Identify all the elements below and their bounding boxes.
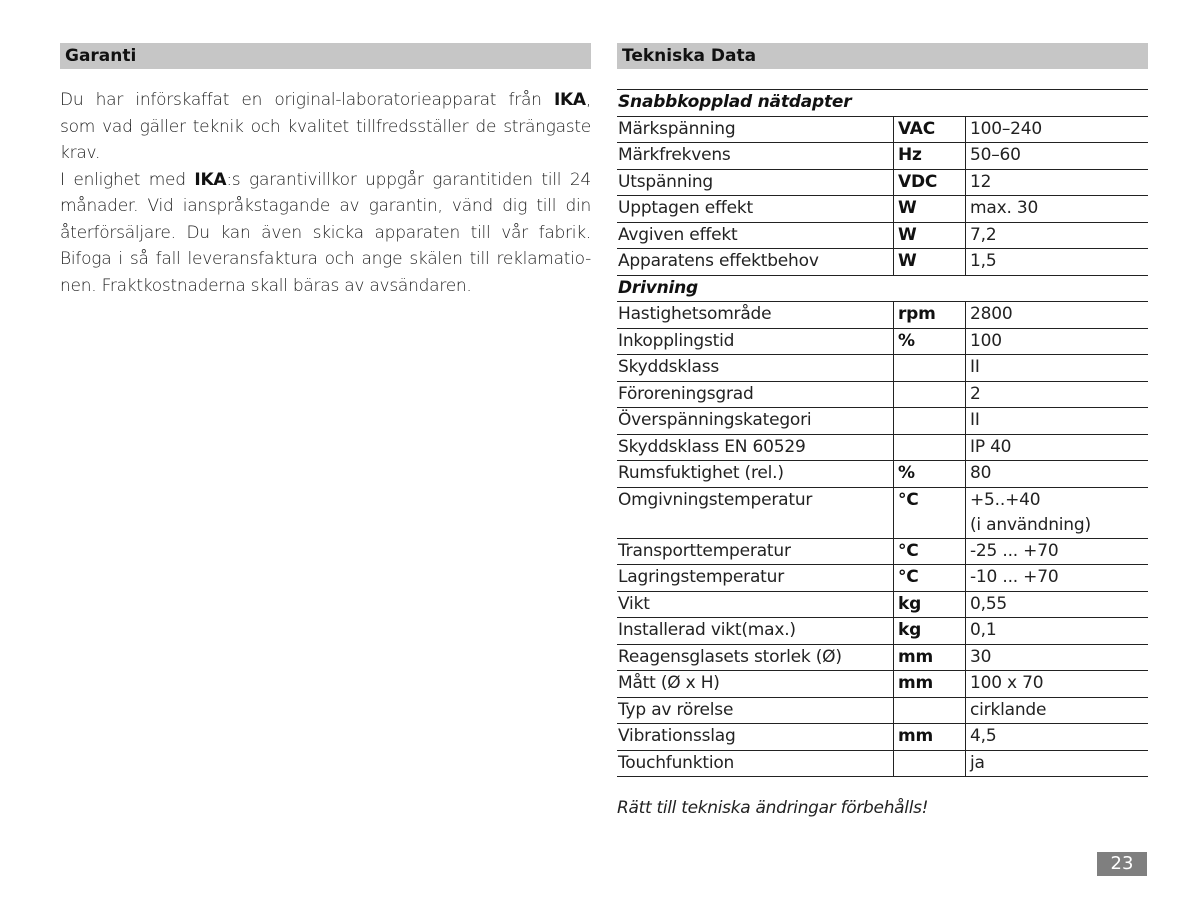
spec-parameter: Lagringstemperatur: [617, 565, 894, 592]
spec-parameter: Föroreningsgrad: [617, 381, 894, 408]
spec-value-text: 100–240: [970, 118, 1042, 139]
paragraph-text: nen. Fraktkostnaderna skall bäras av avsändaren.: [60, 275, 472, 296]
spec-value: [966, 644, 1149, 671]
spec-value-text: 0,55: [970, 593, 1008, 614]
spec-row: [617, 169, 1148, 196]
spec-value-text: 30: [970, 646, 992, 667]
spec-unit: mm: [894, 644, 966, 671]
spec-row: [617, 249, 1148, 276]
spec-unit: VDC: [894, 169, 966, 196]
spec-row: [617, 487, 1148, 538]
spec-value: [966, 565, 1149, 592]
spec-row: [617, 116, 1148, 143]
paragraph-text: ,: [585, 90, 591, 110]
spec-row: [617, 671, 1148, 698]
spec-value-text: +5..+40: [970, 489, 1041, 510]
spec-value: [966, 538, 1149, 565]
spec-unit: mm: [894, 724, 966, 751]
paragraph-text: I enlighet med: [60, 169, 195, 190]
paragraph-text: krav.: [60, 143, 101, 163]
spec-value: [966, 328, 1149, 355]
spec-value: [966, 249, 1149, 276]
spec-value-note: (i användning): [970, 514, 1091, 535]
spec-row: [617, 538, 1148, 565]
paragraph-line: [60, 114, 591, 141]
spec-value: [966, 750, 1149, 777]
spec-unit: kg: [894, 591, 966, 618]
spec-row: [617, 461, 1148, 488]
spec-parameter: Avgiven effekt: [617, 222, 894, 249]
spec-value: [966, 222, 1149, 249]
group-header-row: [617, 90, 1148, 117]
spec-value-text: -25 ... +70: [970, 540, 1059, 561]
paragraph-text: Bifoga i så fall leveransfaktura och ange skälen till reklamatio-: [60, 249, 591, 269]
paragraph-line: [60, 220, 591, 247]
spec-row: [617, 434, 1148, 461]
spec-parameter: Touchfunktion: [617, 750, 894, 777]
spec-unit: mm: [894, 671, 966, 698]
spec-value: [966, 116, 1149, 143]
spec-value-text: 50–60: [970, 145, 1021, 165]
spec-value: [966, 196, 1149, 223]
spec-value: [966, 697, 1149, 724]
spec-unit: [894, 697, 966, 724]
brand-name: IKA: [194, 169, 227, 190]
spec-unit: [894, 355, 966, 382]
spec-row: [617, 591, 1148, 618]
spec-value-text: 12: [970, 171, 992, 192]
spec-parameter: Mått (Ø x H): [617, 671, 894, 698]
spec-value: [966, 434, 1149, 461]
tekniska-data-section: [617, 43, 1148, 69]
spec-value-text: II: [970, 357, 980, 377]
spec-unit: VAC: [894, 116, 966, 143]
spec-value: [966, 408, 1149, 435]
spec-value: [966, 591, 1149, 618]
spec-parameter: Apparatens effektbehov: [617, 249, 894, 276]
tekniska-data-heading: Tekniska Data: [617, 43, 1148, 69]
paragraph-line: [60, 87, 591, 114]
spec-parameter: Typ av rörelse: [617, 697, 894, 724]
spec-value-text: max. 30: [970, 198, 1039, 218]
spec-unit: °C: [894, 487, 966, 538]
spec-parameter: Hastighetsområde: [617, 302, 894, 329]
spec-row: [617, 644, 1148, 671]
spec-parameter: Överspänningskategori: [617, 408, 894, 435]
spec-value-text: 100: [970, 330, 1002, 351]
spec-value-text: ja: [970, 752, 985, 773]
spec-value: [966, 618, 1149, 645]
spec-row: [617, 302, 1148, 329]
paragraph-line: [60, 140, 591, 167]
spec-value-text: 7,2: [970, 224, 997, 245]
spec-value: [966, 461, 1149, 488]
spec-parameter: Märkfrekvens: [617, 143, 894, 170]
paragraph-line: [60, 273, 591, 300]
spec-row: [617, 724, 1148, 751]
spec-parameter: Transporttemperatur: [617, 538, 894, 565]
spec-value: [966, 671, 1149, 698]
spec-row: [617, 222, 1148, 249]
spec-unit: rpm: [894, 302, 966, 329]
paragraph-line: [60, 193, 591, 220]
garanti-section: [60, 43, 591, 299]
group-title: Snabbkopplad nätdapter: [617, 90, 1148, 117]
spec-value: [966, 143, 1149, 170]
spec-unit: %: [894, 461, 966, 488]
spec-row: [617, 381, 1148, 408]
paragraph-text: månader. Vid ianspråkstagande av garantin, vänd dig till din: [60, 196, 591, 216]
spec-table: [617, 89, 1148, 777]
spec-parameter: Vikt: [617, 591, 894, 618]
spec-parameter: Utspänning: [617, 169, 894, 196]
spec-row: [617, 143, 1148, 170]
paragraph-text: som vad gäller teknik och kvalitet tillfredsställer de strängaste: [60, 116, 591, 137]
spec-unit: [894, 408, 966, 435]
spec-unit: [894, 434, 966, 461]
paragraph-line: [60, 246, 591, 273]
spec-value-text: II: [970, 410, 980, 430]
spec-unit: Hz: [894, 143, 966, 170]
spec-unit: °C: [894, 538, 966, 565]
spec-unit: °C: [894, 565, 966, 592]
spec-value-text: 1,5: [970, 251, 997, 271]
group-header-row: [617, 275, 1148, 302]
spec-parameter: Rumsfuktighet (rel.): [617, 461, 894, 488]
spec-value-text: 2800: [970, 304, 1013, 324]
spec-row: [617, 750, 1148, 777]
spec-row: [617, 565, 1148, 592]
brand-name: IKA: [553, 90, 586, 110]
paragraph-text: återförsäljare. Du kan även skicka apparaten till vår fabrik.: [60, 222, 591, 243]
spec-value-text: 80: [970, 463, 992, 483]
paragraph-text: Du har införskaffat en original-laboratorieapparat från: [60, 90, 554, 110]
spec-parameter: Omgivningstemperatur: [617, 487, 894, 538]
spec-parameter: Märkspänning: [617, 116, 894, 143]
spec-value: [966, 355, 1149, 382]
spec-parameter: Installerad vikt(max.): [617, 618, 894, 645]
spec-parameter: Skyddsklass: [617, 355, 894, 382]
spec-value-text: cirklande: [970, 699, 1047, 720]
garanti-paragraph: [60, 87, 591, 299]
spec-value-text: -10 ... +70: [970, 567, 1059, 587]
spec-parameter: Upptagen effekt: [617, 196, 894, 223]
spec-value: [966, 302, 1149, 329]
spec-value: [966, 169, 1149, 196]
spec-parameter: Reagensglasets storlek (Ø): [617, 644, 894, 671]
spec-value-text: 4,5: [970, 726, 997, 746]
spec-parameter: Inkopplingstid: [617, 328, 894, 355]
spec-row: [617, 355, 1148, 382]
spec-unit: W: [894, 249, 966, 276]
spec-parameter: Vibrationsslag: [617, 724, 894, 751]
spec-unit: W: [894, 222, 966, 249]
spec-value: [966, 724, 1149, 751]
spec-value: [966, 487, 1149, 538]
spec-row: [617, 408, 1148, 435]
spec-value-text: 100 x 70: [970, 673, 1044, 693]
spec-row: [617, 328, 1148, 355]
spec-row: [617, 618, 1148, 645]
spec-row: [617, 196, 1148, 223]
spec-unit: W: [894, 196, 966, 223]
spec-value: [966, 381, 1149, 408]
garanti-heading: Garanti: [60, 43, 591, 69]
spec-unit: [894, 381, 966, 408]
spec-value-text: IP 40: [970, 436, 1012, 457]
spec-unit: [894, 750, 966, 777]
spec-value-text: 2: [970, 383, 981, 404]
paragraph-line: [60, 167, 591, 194]
page-number: 23: [1097, 852, 1147, 876]
paragraph-text: :s garantivillkor uppgår garantitiden till 24: [226, 169, 591, 190]
spec-parameter: Skyddsklass EN 60529: [617, 434, 894, 461]
spec-unit: kg: [894, 618, 966, 645]
spec-row: [617, 697, 1148, 724]
spec-unit: %: [894, 328, 966, 355]
group-title: Drivning: [617, 275, 1148, 302]
spec-value-text: 0,1: [970, 620, 997, 640]
disclaimer-note: Rätt till tekniska ändringar förbehålls!: [617, 798, 929, 818]
